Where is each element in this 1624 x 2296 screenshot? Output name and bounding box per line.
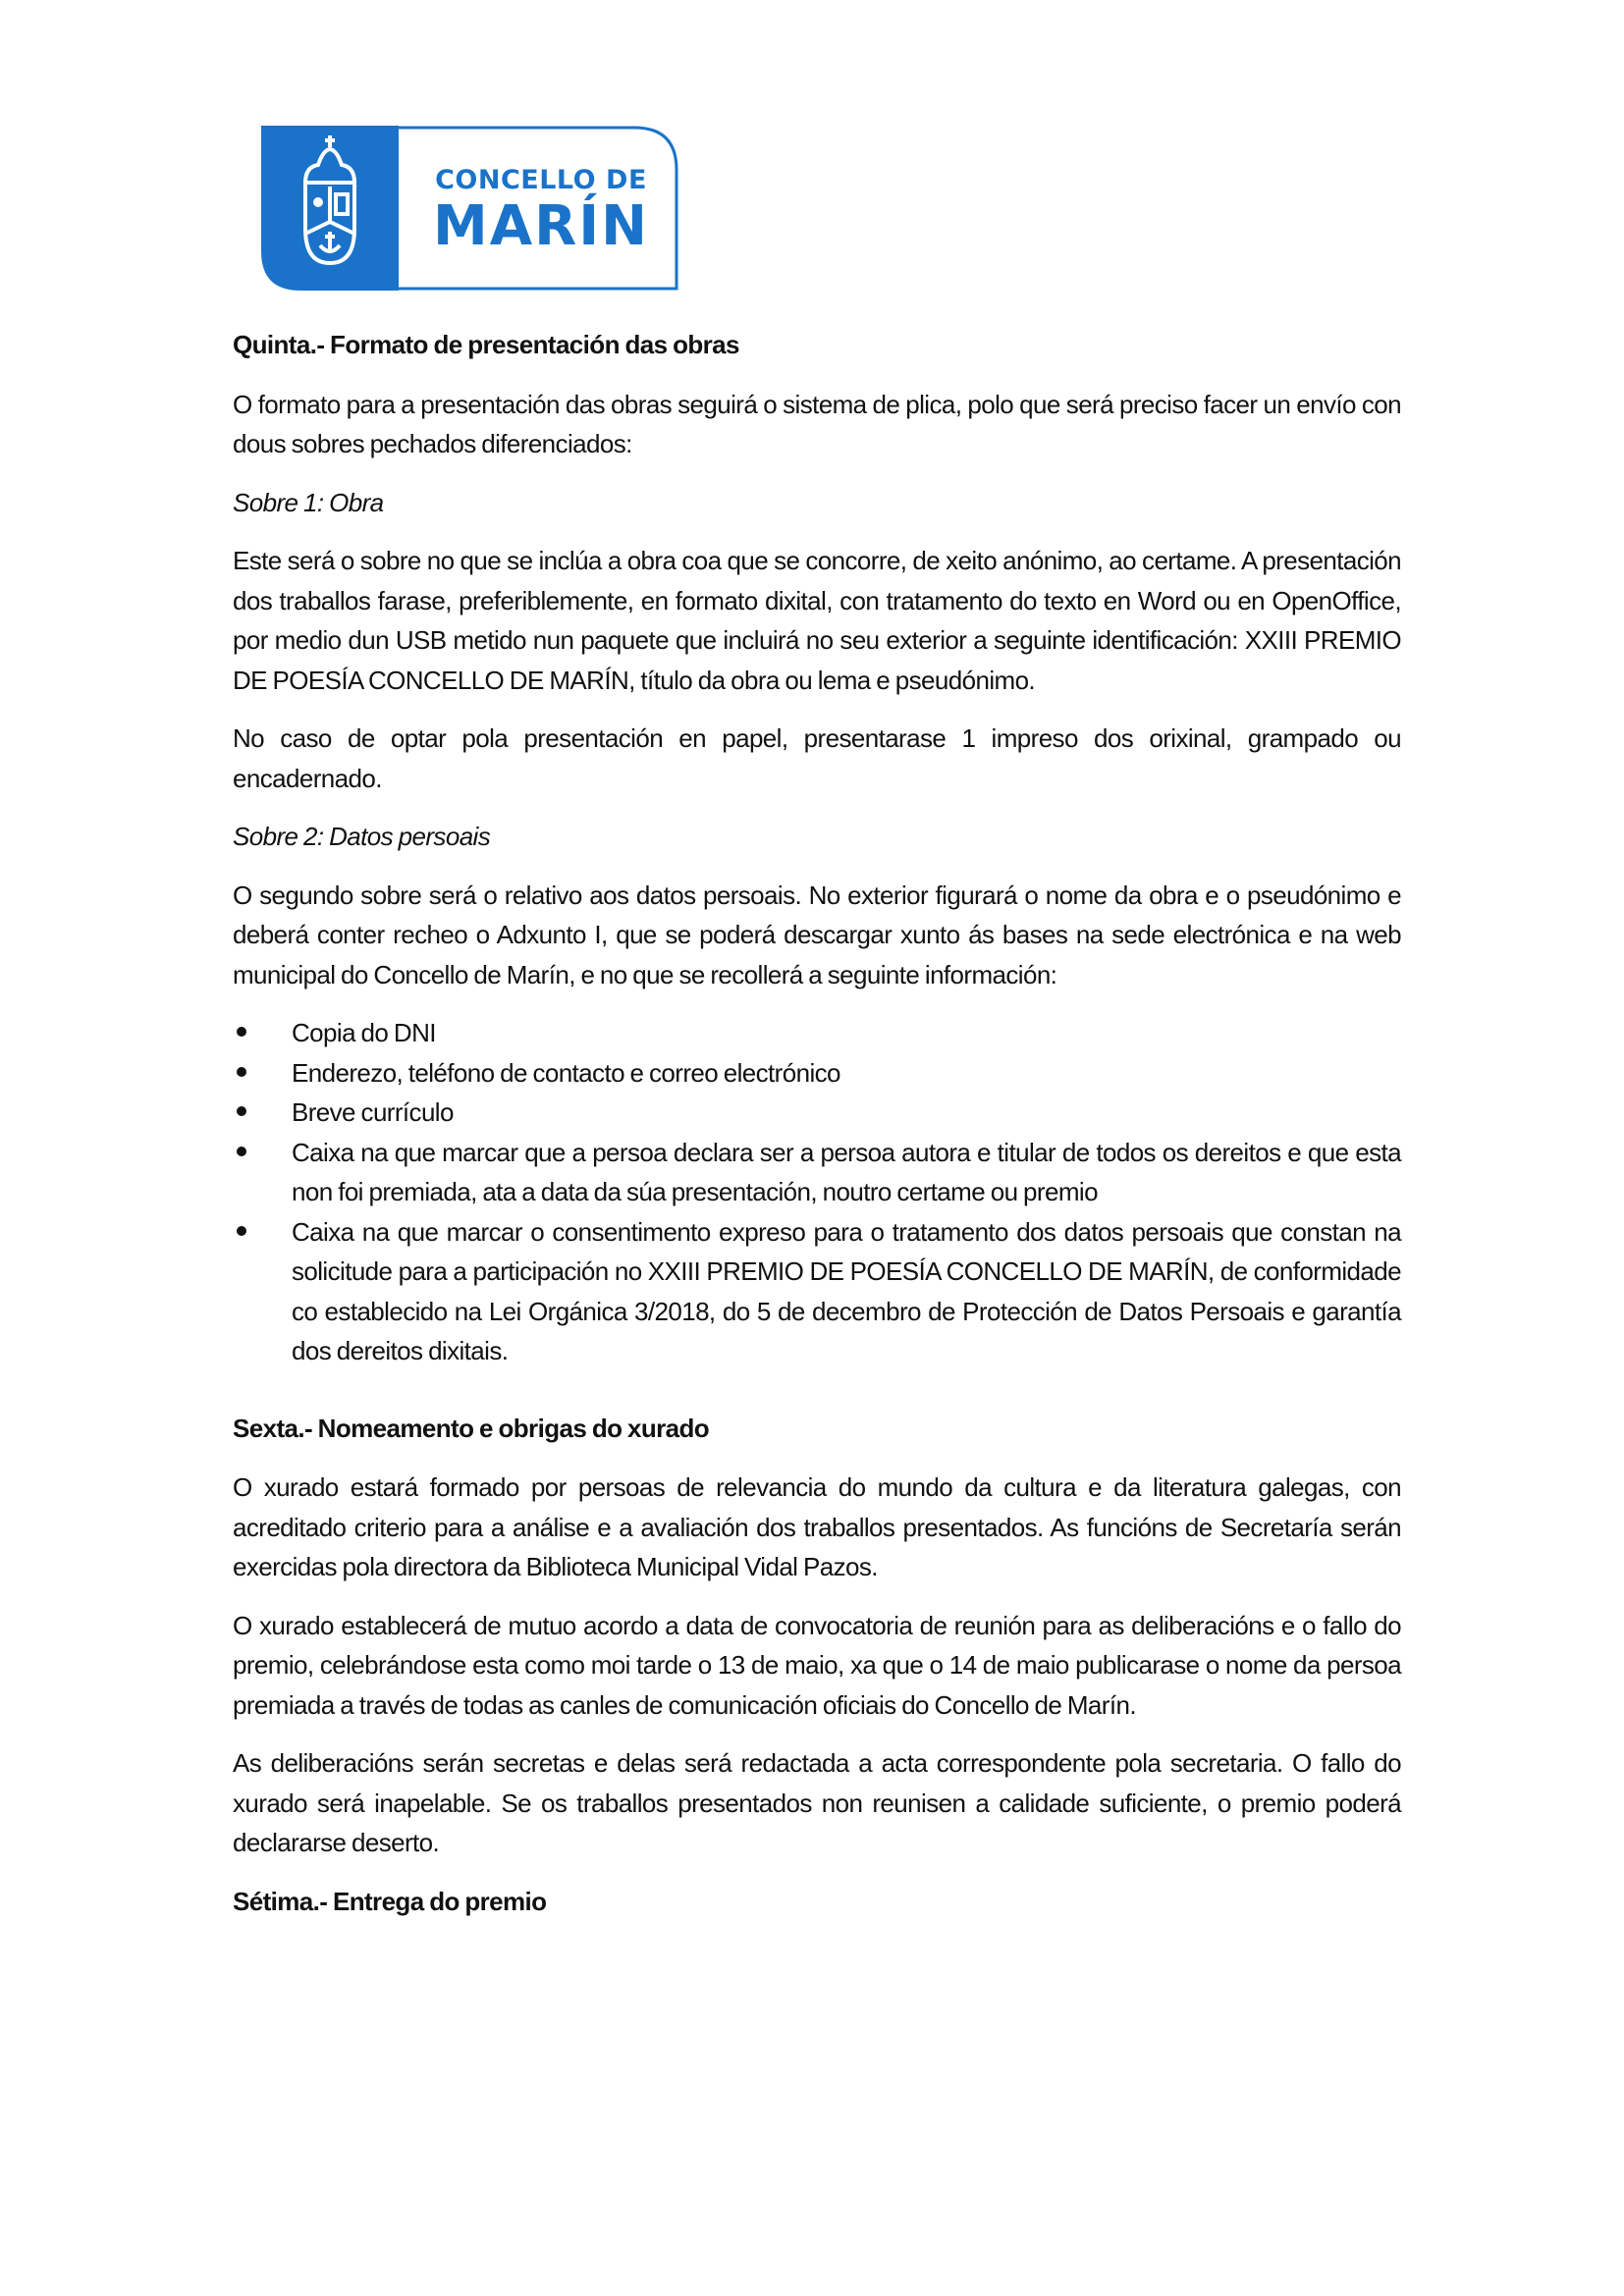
section-heading-setima: Sétima.- Entrega do premio bbox=[233, 1886, 547, 1916]
paragraph-sobre-2: O segundo sobre será o relativo aos datos persoais. No exterior figurará o nome da obra e o pseudónimo e deberá conter recheo o Adxunto I, que se poderá descargar xunto ás bases na sede electrónica e na web municipal do Concello de Marín, e no que se recollerá a seguinte información: bbox=[233, 880, 1401, 989]
paragraph-xurado-deliberacions: As deliberacións serán secretas e delas será redactada a acta correspondente pola secretaria. O fallo do xurado será inapelable. Se os traballos presentados non reunisen a calidade suficiente, o premio poderá declararse deserto. bbox=[233, 1748, 1401, 1857]
requirements-list bbox=[233, 1013, 1401, 1371]
subheading-sobre-1: Sobre 1: Obra bbox=[233, 487, 384, 517]
paragraph-xurado-composicion: O xurado estará formado por persoas de relevancia do mundo da cultura e da literatura galegas, con acreditado criterio para a análise e a avaliación dos traballos presentados. As funcións de Secretaría serán exercidas pola directora da Biblioteca Municipal Vidal Pazos. bbox=[233, 1472, 1401, 1581]
paragraph-xurado-convocatoria: O xurado establecerá de mutuo acordo a data de convocatoria de reunión para as deliberacións e o fallo do premio, celebrándose esta como moi tarde o 13 de maio, xa que o 14 de maio publicarase o nome da persoa premiada a través de todas as canles de comunicación oficiais do Concello de Marín. bbox=[233, 1610, 1401, 1720]
bullet-icon bbox=[237, 1067, 246, 1077]
paragraph-sobre-1-papel: No caso de optar pola presentación en papel, presentarase 1 impreso dos orixinal, grampado ou encadernado. bbox=[233, 723, 1401, 793]
bullet-icon bbox=[237, 1226, 246, 1236]
list-item-text: Enderezo, teléfono de contacto e correo electrónico bbox=[292, 1057, 840, 1088]
list-item bbox=[233, 1093, 1401, 1133]
logo-text-line2: MARÍN bbox=[433, 194, 649, 258]
paragraph-sobre-1: Este será o sobre no que se inclúa a obra coa que se concorre, de xeito anónimo, ao certame. A presentación dos traballos farase, preferiblemente, en formato dixital, con tratamento do texto en Word ou en OpenOffice, por medio dun USB metido nun paquete que incluirá no seu exterior a seguinte identificación: XXIII PREMIO DE POESÍA CONCELLO DE MARÍN, título da obra ou lema e pseudónimo. bbox=[233, 546, 1401, 695]
list-item-text: Caixa na que marcar que a persoa declara ser a persoa autora e titular de todos os dereitos e que esta non foi premiada, ata a data da súa presentación, noutro certame ou premio bbox=[292, 1137, 1401, 1206]
paragraph-intro: O formato para a presentación das obras seguirá o sistema de plica, polo que será preciso facer un envío con dous sobres pechados diferenciados: bbox=[233, 389, 1401, 458]
bullet-icon bbox=[237, 1106, 246, 1116]
section-heading-sexta: Sexta.- Nomeamento e obrigas do xurado bbox=[233, 1413, 710, 1443]
list-item bbox=[233, 1133, 1401, 1212]
logo-text-line1: CONCELLO DE bbox=[435, 165, 647, 195]
list-item bbox=[233, 1053, 1401, 1094]
section-heading-quinta: Quinta.- Formato de presentación das obras bbox=[233, 330, 739, 359]
list-item bbox=[233, 1013, 1401, 1053]
bullet-icon bbox=[237, 1027, 246, 1037]
bullet-icon bbox=[237, 1147, 246, 1156]
document-body bbox=[233, 325, 1401, 1941]
list-item-text: Breve currículo bbox=[292, 1097, 454, 1127]
list-item-text: Caixa na que marcar o consentimento expreso para o tratamento dos datos persoais que constan na solicitude para a participación no XXIII PREMIO DE POESÍA CONCELLO DE MARÍN, de conformidade co establecido na Lei Orgánica 3/2018, do 5 de decembro de Protección de Datos Persoais e garantía dos dereitos dixitais. bbox=[292, 1216, 1401, 1365]
list-item-text: Copia do DNI bbox=[292, 1018, 436, 1047]
concello-de-marin-logo bbox=[261, 126, 679, 291]
subheading-sobre-2: Sobre 2: Datos persoais bbox=[233, 822, 491, 851]
list-item bbox=[233, 1212, 1401, 1371]
